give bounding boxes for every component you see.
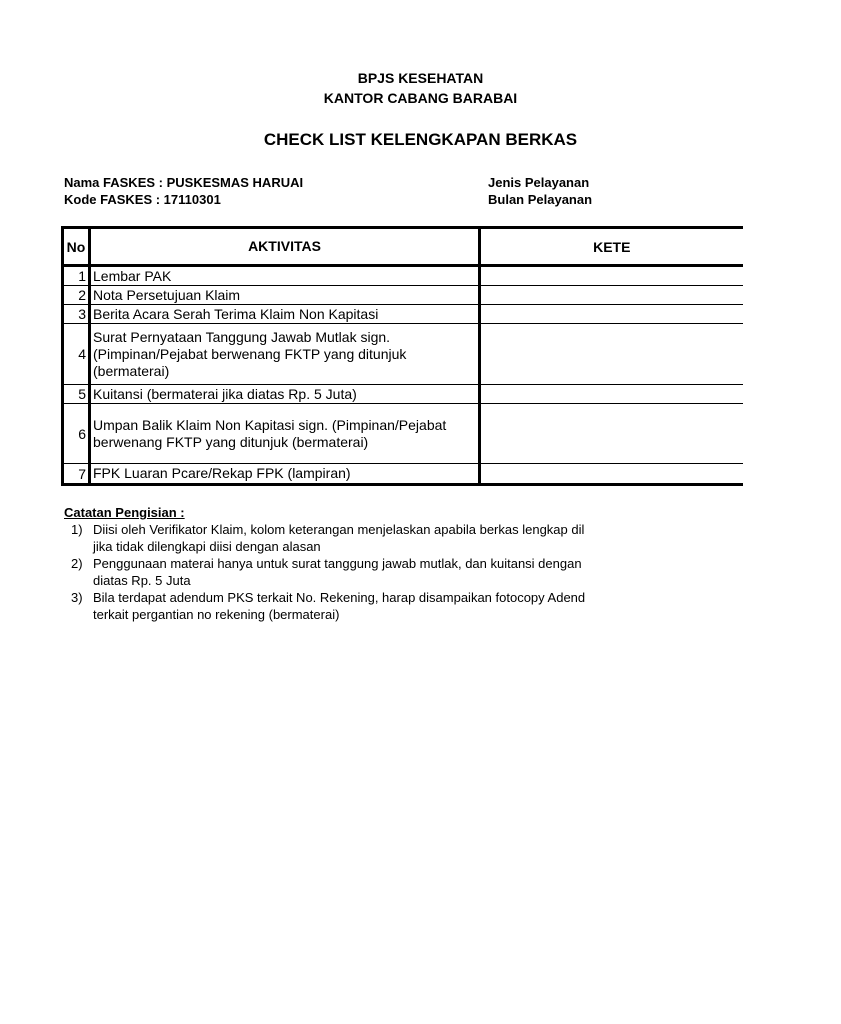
row-activity: Kuitansi (bermaterai jika diatas Rp. 5 Juta) (90, 385, 480, 404)
row-remark-cell[interactable] (480, 266, 743, 286)
service-type-label: Jenis Pelayanan (488, 175, 590, 190)
note-number: 1) (71, 522, 83, 537)
row-remark-cell[interactable] (480, 324, 743, 385)
header-keterangan: KETE (480, 228, 743, 266)
note-text (93, 521, 693, 555)
org-name: BPJS KESEHATAN (357, 70, 484, 86)
header-aktivitas: AKTIVITAS (90, 228, 480, 266)
table-row (63, 286, 743, 305)
table-row (63, 324, 743, 385)
note-line: Diisi oleh Verifikator Klaim, kolom keterangan menjelaskan apabila berkas lengkap dil (93, 522, 585, 537)
row-activity: Nota Persetujuan Klaim (90, 286, 480, 305)
faskes-name: Nama FASKES : PUSKESMAS HARUAI (64, 175, 304, 190)
note-text (93, 555, 693, 589)
checklist-table (61, 226, 743, 486)
row-number: 7 (63, 464, 90, 485)
note-item (64, 589, 764, 623)
table-row (63, 404, 743, 464)
row-number: 1 (63, 266, 90, 286)
note-line: Penggunaan materai hanya untuk surat tanggung jawab mutlak, dan kuitansi dengan (93, 556, 582, 571)
table-row (63, 305, 743, 324)
branch-office: KANTOR CABANG BARABAI (323, 90, 518, 106)
row-remark-cell[interactable] (480, 404, 743, 464)
note-number: 2) (71, 556, 83, 571)
row-number: 4 (63, 324, 90, 385)
row-number: 3 (63, 305, 90, 324)
faskes-code: Kode FASKES : 17110301 (64, 192, 221, 207)
note-line: diatas Rp. 5 Juta (93, 573, 191, 588)
filling-notes (64, 504, 764, 623)
note-number: 3) (71, 590, 83, 605)
row-activity: Berita Acara Serah Terima Klaim Non Kapitasi (90, 305, 480, 324)
row-remark-cell[interactable] (480, 305, 743, 324)
table-header-row (63, 228, 743, 266)
row-remark-cell[interactable] (480, 464, 743, 485)
row-number: 5 (63, 385, 90, 404)
header-no: No (63, 228, 90, 266)
row-number: 6 (63, 404, 90, 464)
note-line: Bila terdapat adendum PKS terkait No. Rekening, harap disampaikan fotocopy Adend (93, 590, 586, 605)
service-month-label: Bulan Pelayanan (488, 192, 593, 207)
row-activity: Lembar PAK (90, 266, 480, 286)
note-item (64, 521, 764, 555)
row-number: 2 (63, 286, 90, 305)
table-row (63, 266, 743, 286)
note-text (93, 589, 693, 623)
note-line: terkait pergantian no rekening (bermaterai) (93, 607, 340, 622)
table-row (63, 385, 743, 404)
table-row (63, 464, 743, 485)
row-remark-cell[interactable] (480, 385, 743, 404)
row-activity: FPK Luaran Pcare/Rekap FPK (lampiran) (90, 464, 480, 485)
note-line: jika tidak dilengkapi diisi dengan alasan (93, 539, 321, 554)
row-activity: Surat Pernyataan Tanggung Jawab Mutlak sign. (Pimpinan/Pejabat berwenang FKTP yang ditunjuk (bermaterai) (90, 324, 480, 385)
note-item (64, 555, 764, 589)
row-remark-cell[interactable] (480, 286, 743, 305)
document-title: CHECK LIST KELENGKAPAN BERKAS (263, 130, 578, 149)
row-activity: Umpan Balik Klaim Non Kapitasi sign. (Pimpinan/Pejabat berwenang FKTP yang ditunjuk (bermaterai) (90, 404, 480, 464)
notes-title: Catatan Pengisian : (64, 505, 185, 520)
